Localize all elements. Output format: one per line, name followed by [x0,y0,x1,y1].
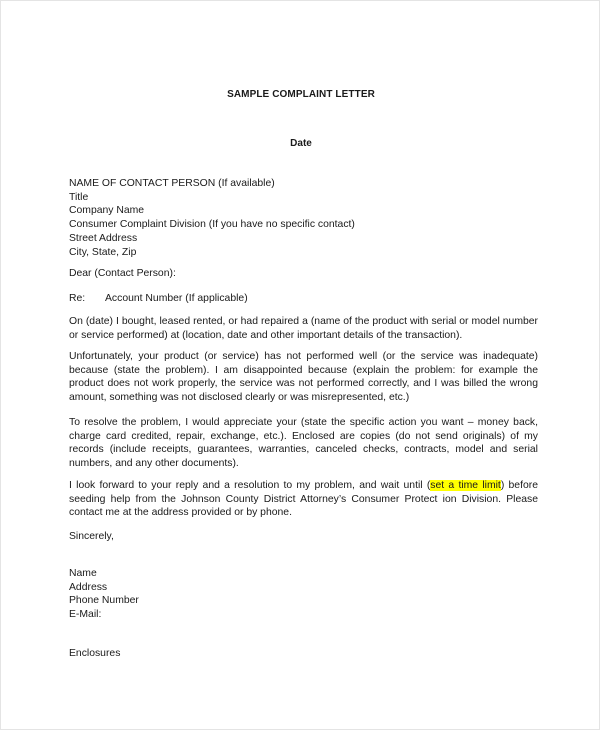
salutation-text: Dear (Contact Person): [69,268,176,279]
signature-line: Address [69,581,108,593]
highlighted-time-limit: set a time limit [430,480,501,491]
signature-line: Phone Number [69,595,139,607]
recipient-line: Title [69,191,89,203]
closing [69,530,539,544]
re-line [69,292,539,306]
re-label: Re: [69,293,86,304]
signature-block [69,567,539,622]
enclosures [69,647,539,661]
recipient-line: Street Address [69,232,138,244]
paragraph-4 [69,479,538,520]
paragraph-2: Unfortunately, your product (or service) has not performed well (or the service was inadequate) because (state the problem). I am disappointed because (explain the problem: for example the product does not work properly, the service was not performed correctly, and I was billed the wrong amount, something was not disclosed clearly or was misrepresented, etc.) [69,351,538,403]
paragraph-1: On (date) I bought, leased rented, or had repaired a (name of the product with serial or model number or service performed) at (location, date and other important details of the transaction). [69,316,538,341]
paragraph-4-end: ) before seeding help from the Johnson County District Attorney’s Consumer Protect ion Division. Please contact me at the address provided or by phone. [69,480,538,519]
enclosures-text: Enclosures [69,648,121,659]
recipient-line: Consumer Complaint Division (If you have no specific contact) [69,219,355,231]
signature-line: E-Mail: [69,609,102,621]
letter-title: SAMPLE COMPLAINT LETTER [227,89,375,100]
closing-text: Sincerely, [69,531,114,542]
recipient-address-block [69,177,539,259]
letter-date: Date [290,138,312,149]
paragraph-4-start: I look forward to your reply and a resolution to my problem, and wait until ( [69,480,431,491]
recipient-line: City, State, Zip [69,246,137,258]
signature-line: Name [69,568,97,579]
paragraph-3: To resolve the problem, I would appreciate your (state the specific action you want – money back, charge card credited, repair, exchange, etc.). Enclosed are copies (do not send originals) of my records (include receipts, guarantees, warranties, canceled checks, contracts, model and serial numbers, and any other documents). [69,417,538,469]
salutation [69,267,539,281]
re-text: Account Number (If applicable) [105,293,248,304]
recipient-line: NAME OF CONTACT PERSON (If available) [69,178,275,189]
recipient-line: Company Name [69,205,145,217]
